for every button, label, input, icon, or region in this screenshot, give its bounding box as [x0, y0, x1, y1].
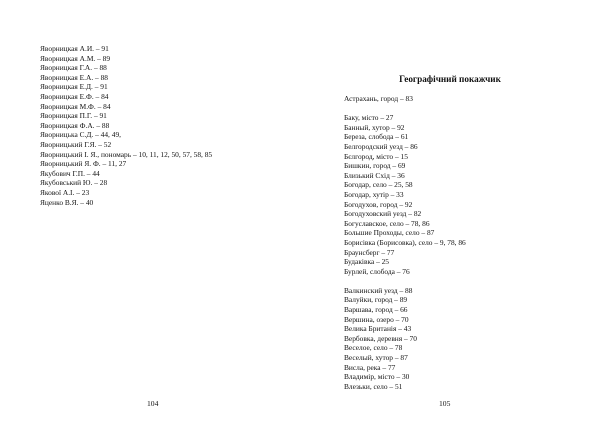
index-entry: Валкинский уезд – 88: [344, 285, 413, 295]
person-index-list: [40, 44, 212, 207]
index-entry: Велика Британія – 43: [344, 324, 412, 334]
index-entry: Береза, слобода – 61: [344, 132, 409, 142]
index-entry: Яворницкая Е.Ф. – 84: [40, 91, 109, 101]
index-entry: Яворницька С.Д. – 44, 49,: [40, 130, 121, 140]
index-entry: Богодар, село – 25, 58: [344, 180, 413, 190]
index-entry: Бурлей, слобода – 76: [344, 266, 410, 276]
page-number-left: 104: [147, 399, 159, 408]
index-entry: Якубович Г.П. – 44: [40, 168, 100, 178]
index-entry: Яворницкая Е.А. – 88: [40, 72, 108, 82]
geographic-index-title: Географічний покажчик: [399, 74, 501, 84]
index-entry: Яворницкая Ф.А. – 88: [40, 120, 110, 130]
index-entry: Яворницкая Г.А. – 88: [40, 63, 107, 73]
index-entry: Вершина, озеро – 70: [344, 314, 409, 324]
index-entry: Валуйки, город – 89: [344, 295, 408, 305]
index-entry: Близький Схід – 36: [344, 170, 405, 180]
index-entry: Яворницький Я. Ф. – 11, 27: [40, 159, 127, 169]
index-entry: Висла, река – 77: [344, 362, 396, 372]
index-entry: Владимір, місто – 30: [344, 372, 410, 382]
index-entry: Яворницкая П.Г. – 91: [40, 111, 107, 121]
index-entry: Бєлгород, місто – 15: [344, 151, 408, 161]
index-entry: Банный, хутор – 92: [344, 122, 405, 132]
index-entry: Варшава, город – 66: [344, 305, 408, 315]
index-entry: Богуславское, село – 78, 86: [344, 218, 430, 228]
index-entry: Яворницкая Е.Д. – 91: [40, 82, 108, 92]
index-entry: Якової А.І. – 23: [40, 187, 90, 197]
index-entry: Баку, місто – 27: [344, 113, 394, 123]
index-entry: Яворницький Г.Я. – 52: [40, 139, 112, 149]
right-page: [300, 0, 600, 435]
index-entry: Яворницкая А.И. – 91: [40, 44, 109, 53]
index-entry: Борисівка (Борисовка), село – 9, 78, 86: [344, 237, 466, 247]
index-entry: Влезьки, село – 51: [344, 381, 403, 391]
index-entry: Якубовський Ю. – 28: [40, 178, 108, 188]
index-entry: Веселое, село – 78: [344, 343, 403, 353]
page-number-right: 105: [439, 399, 451, 408]
index-entry: Астрахань, город – 83: [344, 94, 413, 103]
index-entry: Веселый, хутор – 87: [344, 353, 408, 363]
index-entry: Яворницкая М.Ф. – 84: [40, 101, 111, 111]
group-spacer: [344, 104, 466, 114]
index-entry: Яворницький І. Я., пономарь – 10, 11, 12, 50, 57, 58, 85: [40, 149, 213, 159]
index-entry: Яценко В.Я. – 40: [40, 197, 94, 207]
index-entry: Белгородский уезд – 86: [344, 141, 418, 151]
group-spacer: [344, 276, 466, 286]
index-entry: Вербовка, деревня – 70: [344, 333, 417, 343]
index-entry: Богодуховский уезд – 82: [344, 209, 422, 219]
geographic-index-list: [344, 94, 466, 391]
index-entry: Большие Проходы, село – 87: [344, 228, 435, 238]
index-entry: Яворницкая А.М. – 89: [40, 53, 111, 63]
index-entry: Будаківка – 25: [344, 257, 390, 267]
index-entry: Браунсберг – 77: [344, 247, 395, 257]
index-entry: Бишкин, город – 69: [344, 161, 406, 171]
index-entry: Богодар, хутір – 33: [344, 189, 404, 199]
index-entry: Богодухов, город – 92: [344, 199, 413, 209]
